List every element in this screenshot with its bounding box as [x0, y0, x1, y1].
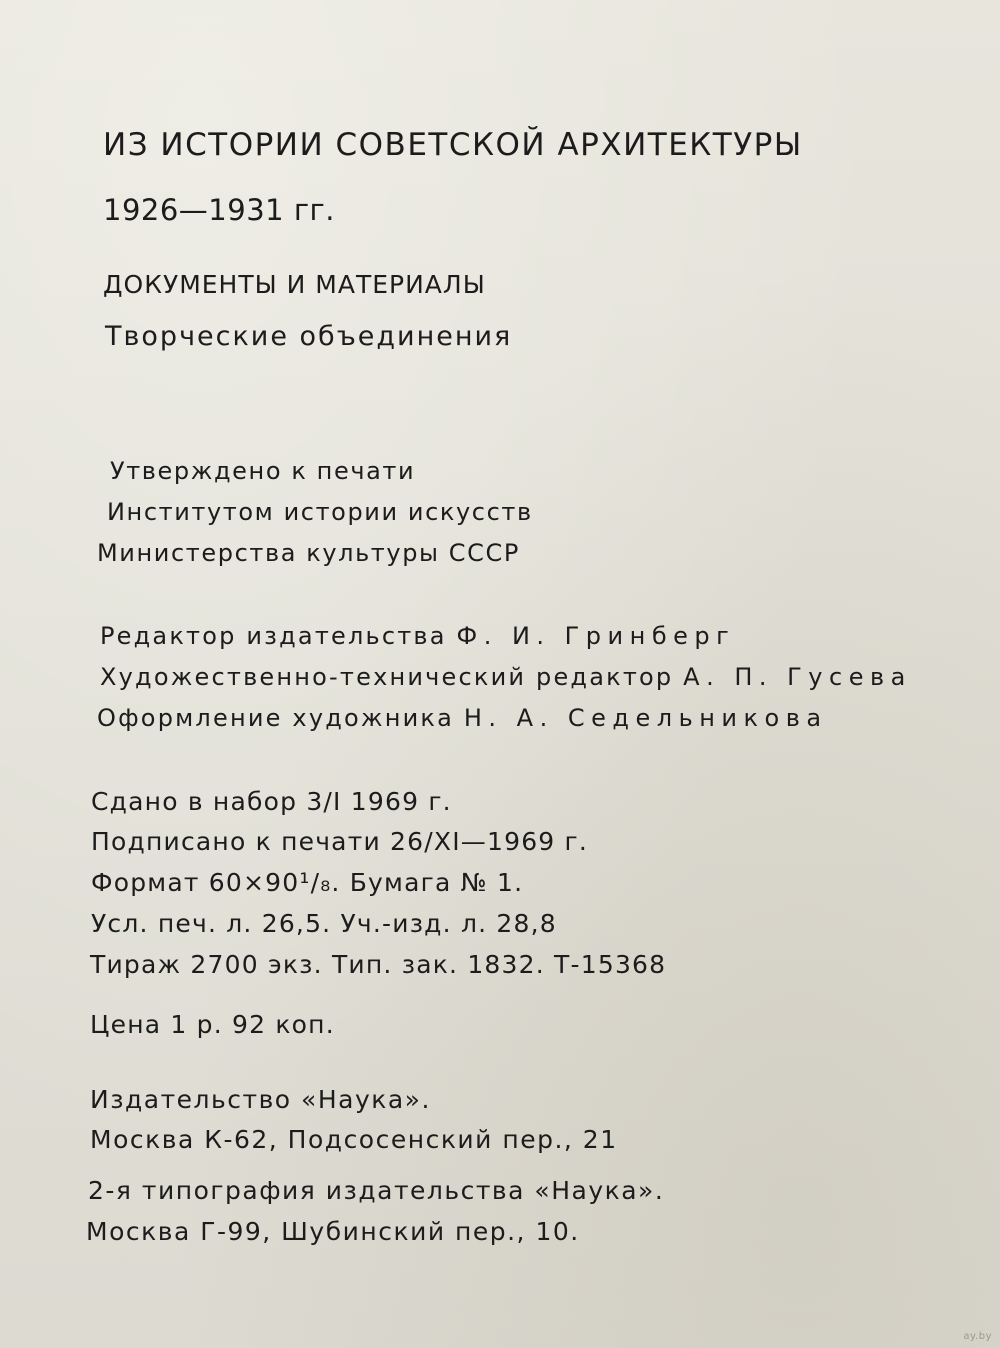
publisher-name: Издательство «Наука».	[90, 1085, 431, 1114]
format-info: Формат 60×90¹/₈. Бумага № 1.	[91, 868, 524, 897]
publisher-address: Москва К-62, Подсосенский пер., 21	[90, 1125, 618, 1154]
editor-role: Редактор издательства	[100, 622, 447, 650]
printer-name: 2-я типография издательства «Наука».	[88, 1176, 665, 1205]
book-section: Творческие объединения	[105, 321, 513, 352]
tech-editor-role: Художественно-технический редактор	[100, 663, 674, 691]
editor-name: Ф. И. Гринберг	[456, 622, 736, 650]
approval-line-2: Институтом истории искусств	[107, 498, 533, 526]
design-credit	[97, 706, 828, 730]
sheets-info: Усл. печ. л. 26,5. Уч.-изд. л. 28,8	[91, 909, 557, 938]
circulation-info: Тираж 2700 экз. Тип. зак. 1832. Т-15368	[90, 950, 667, 979]
book-title: ИЗ ИСТОРИИ СОВЕТСКОЙ АРХИТЕКТУРЫ	[103, 127, 803, 163]
signed-date: Подписано к печати 26/XI—1969 г.	[91, 827, 589, 856]
tech-editor-credit	[100, 665, 912, 689]
book-years: 1926—1931 гг.	[103, 193, 336, 227]
site-watermark: ay.by	[963, 1331, 992, 1342]
printer-address: Москва Г-99, Шубинский пер., 10.	[86, 1217, 580, 1246]
approval-line-3: Министерства культуры СССР	[97, 539, 520, 567]
typeset-date: Сдано в набор 3/I 1969 г.	[91, 787, 452, 816]
tech-editor-name: А. П. Гусева	[683, 663, 912, 691]
design-role: Оформление художника	[97, 704, 455, 732]
editor-credit	[100, 624, 735, 648]
design-name: Н. А. Седельникова	[463, 704, 828, 732]
approval-line-1: Утверждено к печати	[110, 457, 416, 485]
book-subtitle: ДОКУМЕНТЫ И МАТЕРИАЛЫ	[103, 270, 486, 299]
price-info: Цена 1 р. 92 коп.	[90, 1010, 335, 1039]
